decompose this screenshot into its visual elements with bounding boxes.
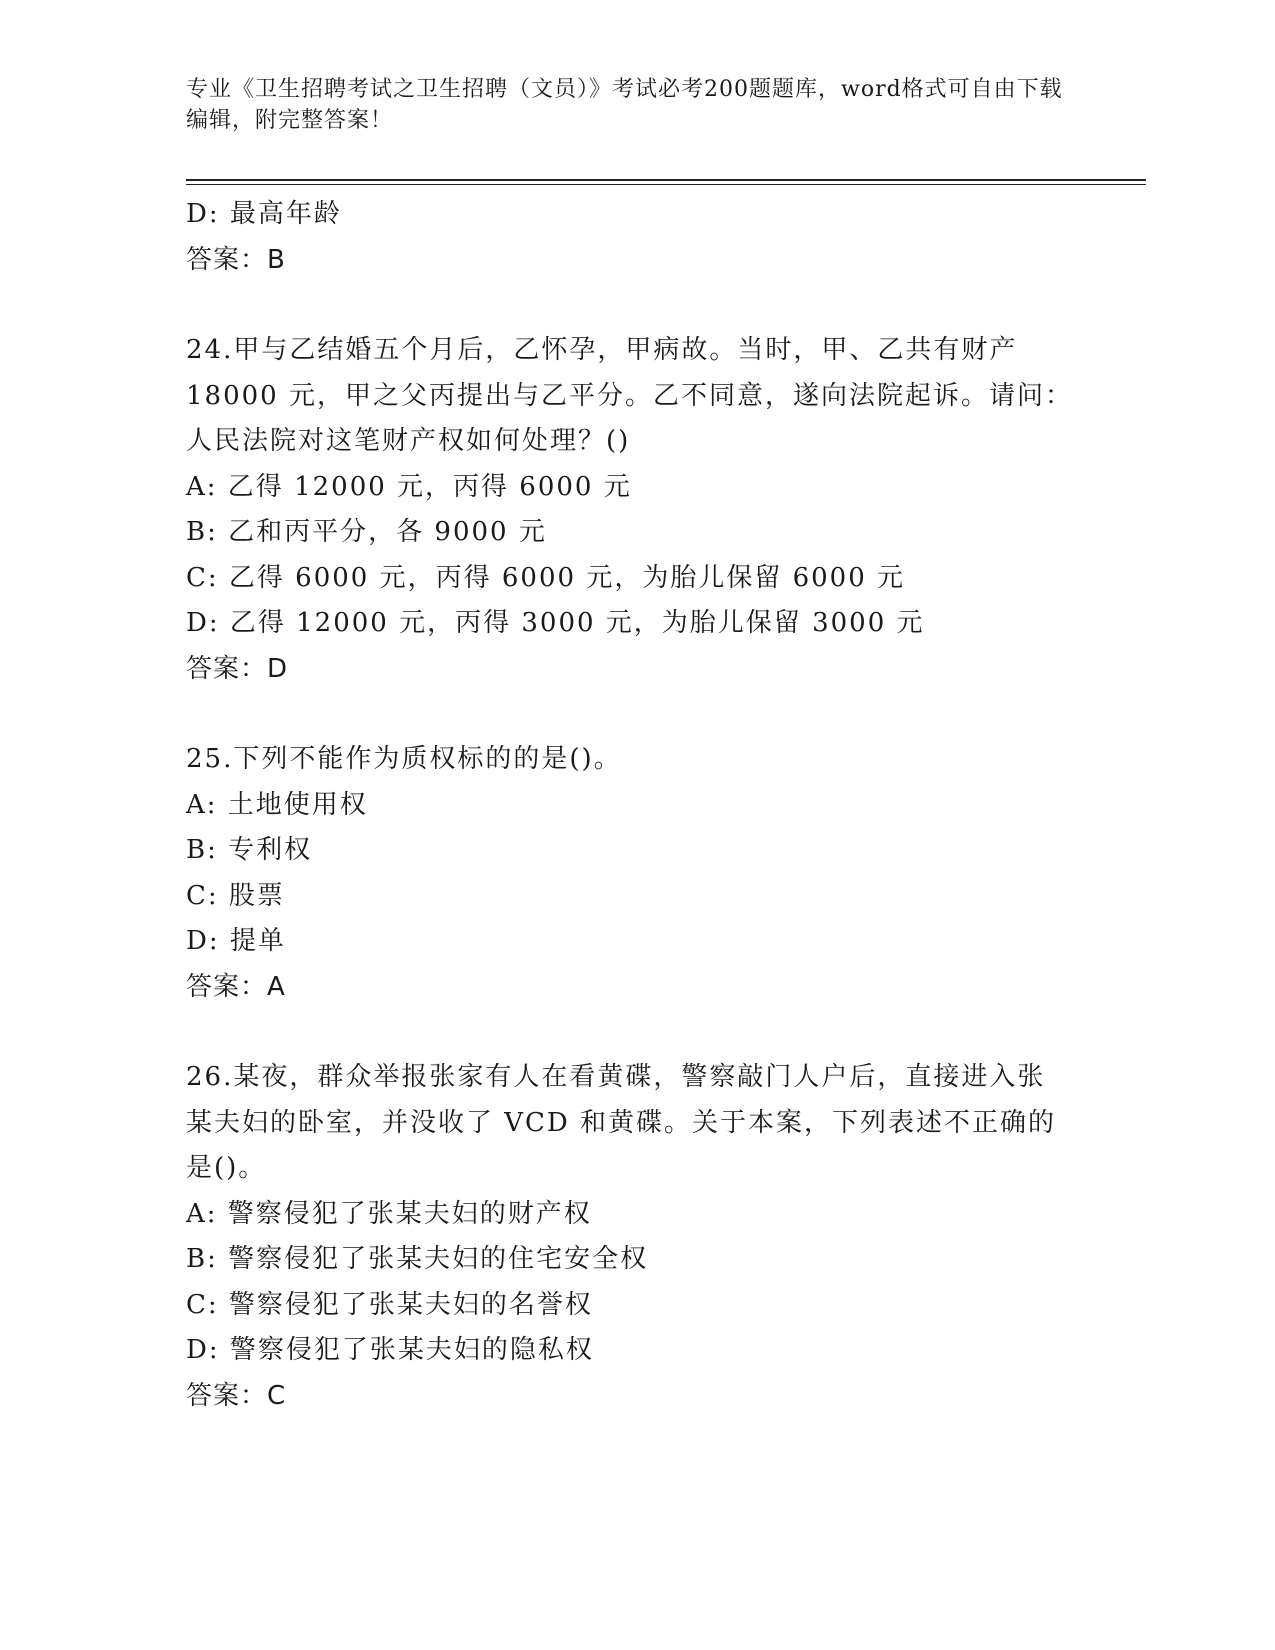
option-a: A: 土地使用权 xyxy=(186,789,368,820)
question-stem xyxy=(186,328,1086,465)
question-26 xyxy=(186,1055,1086,1419)
option-d: D: 最高年龄 xyxy=(186,199,342,229)
document-header: 专业《卫生招聘考试之卫生招聘（文员）》考试必考200题题库，word格式可自由下载编辑，附完整答案！ xyxy=(186,77,1063,133)
option-c: C: 警察侵犯了张某夫妇的名誉权 xyxy=(186,1289,593,1320)
stem-line: 某夫妇的卧室，并没收了 VCD 和黄碟。关于本案，下列表述不正确的 xyxy=(186,1107,1057,1138)
option-c: C: 股票 xyxy=(186,880,285,911)
header-rule-thick xyxy=(186,179,1146,181)
stem-line: 是()。 xyxy=(186,1153,267,1183)
question-25 xyxy=(186,737,1086,1010)
stem-line: 26.某夜，群众举报张家有人在看黄碟，警察敲门人户后，直接进入张 xyxy=(186,1062,1046,1092)
option-b: B: 专利权 xyxy=(186,835,313,865)
answer-line: 答案：D xyxy=(186,653,289,684)
option-d: D: 提单 xyxy=(186,926,286,956)
answer-line: 答案：A xyxy=(186,971,286,1002)
option-a: A: 警察侵犯了张某夫妇的财产权 xyxy=(186,1198,592,1229)
stem-line: 人民法院对这笔财产权如何处理？() xyxy=(186,426,631,456)
header-rule-thin xyxy=(186,184,1146,185)
option-d: D: 乙得 12000 元，丙得 3000 元，为胎儿保留 3000 元 xyxy=(186,608,925,638)
question-23-tail xyxy=(186,192,1086,283)
question-stem xyxy=(186,1055,1086,1192)
question-24 xyxy=(186,328,1086,692)
stem-line: 25.下列不能作为质权标的的是()。 xyxy=(186,744,622,774)
option-d: D: 警察侵犯了张某夫妇的隐私权 xyxy=(186,1335,594,1365)
option-b: B: 警察侵犯了张某夫妇的住宅安全权 xyxy=(186,1244,649,1274)
stem-line: 18000 元，甲之父丙提出与乙平分。乙不同意，遂向法院起诉。请问： xyxy=(186,380,1073,411)
answer-line: 答案：B xyxy=(186,244,286,275)
stem-line: 24.甲与乙结婚五个月后，乙怀孕，甲病故。当时，甲、乙共有财产 xyxy=(186,335,1018,365)
question-content xyxy=(186,192,1086,1419)
option-c: C: 乙得 6000 元，丙得 6000 元，为胎儿保留 6000 元 xyxy=(186,562,906,593)
option-a: A: 乙得 12000 元，丙得 6000 元 xyxy=(186,471,632,502)
answer-line: 答案：C xyxy=(186,1380,287,1411)
question-stem xyxy=(186,737,1086,783)
option-b: B: 乙和丙平分，各 9000 元 xyxy=(186,517,547,547)
